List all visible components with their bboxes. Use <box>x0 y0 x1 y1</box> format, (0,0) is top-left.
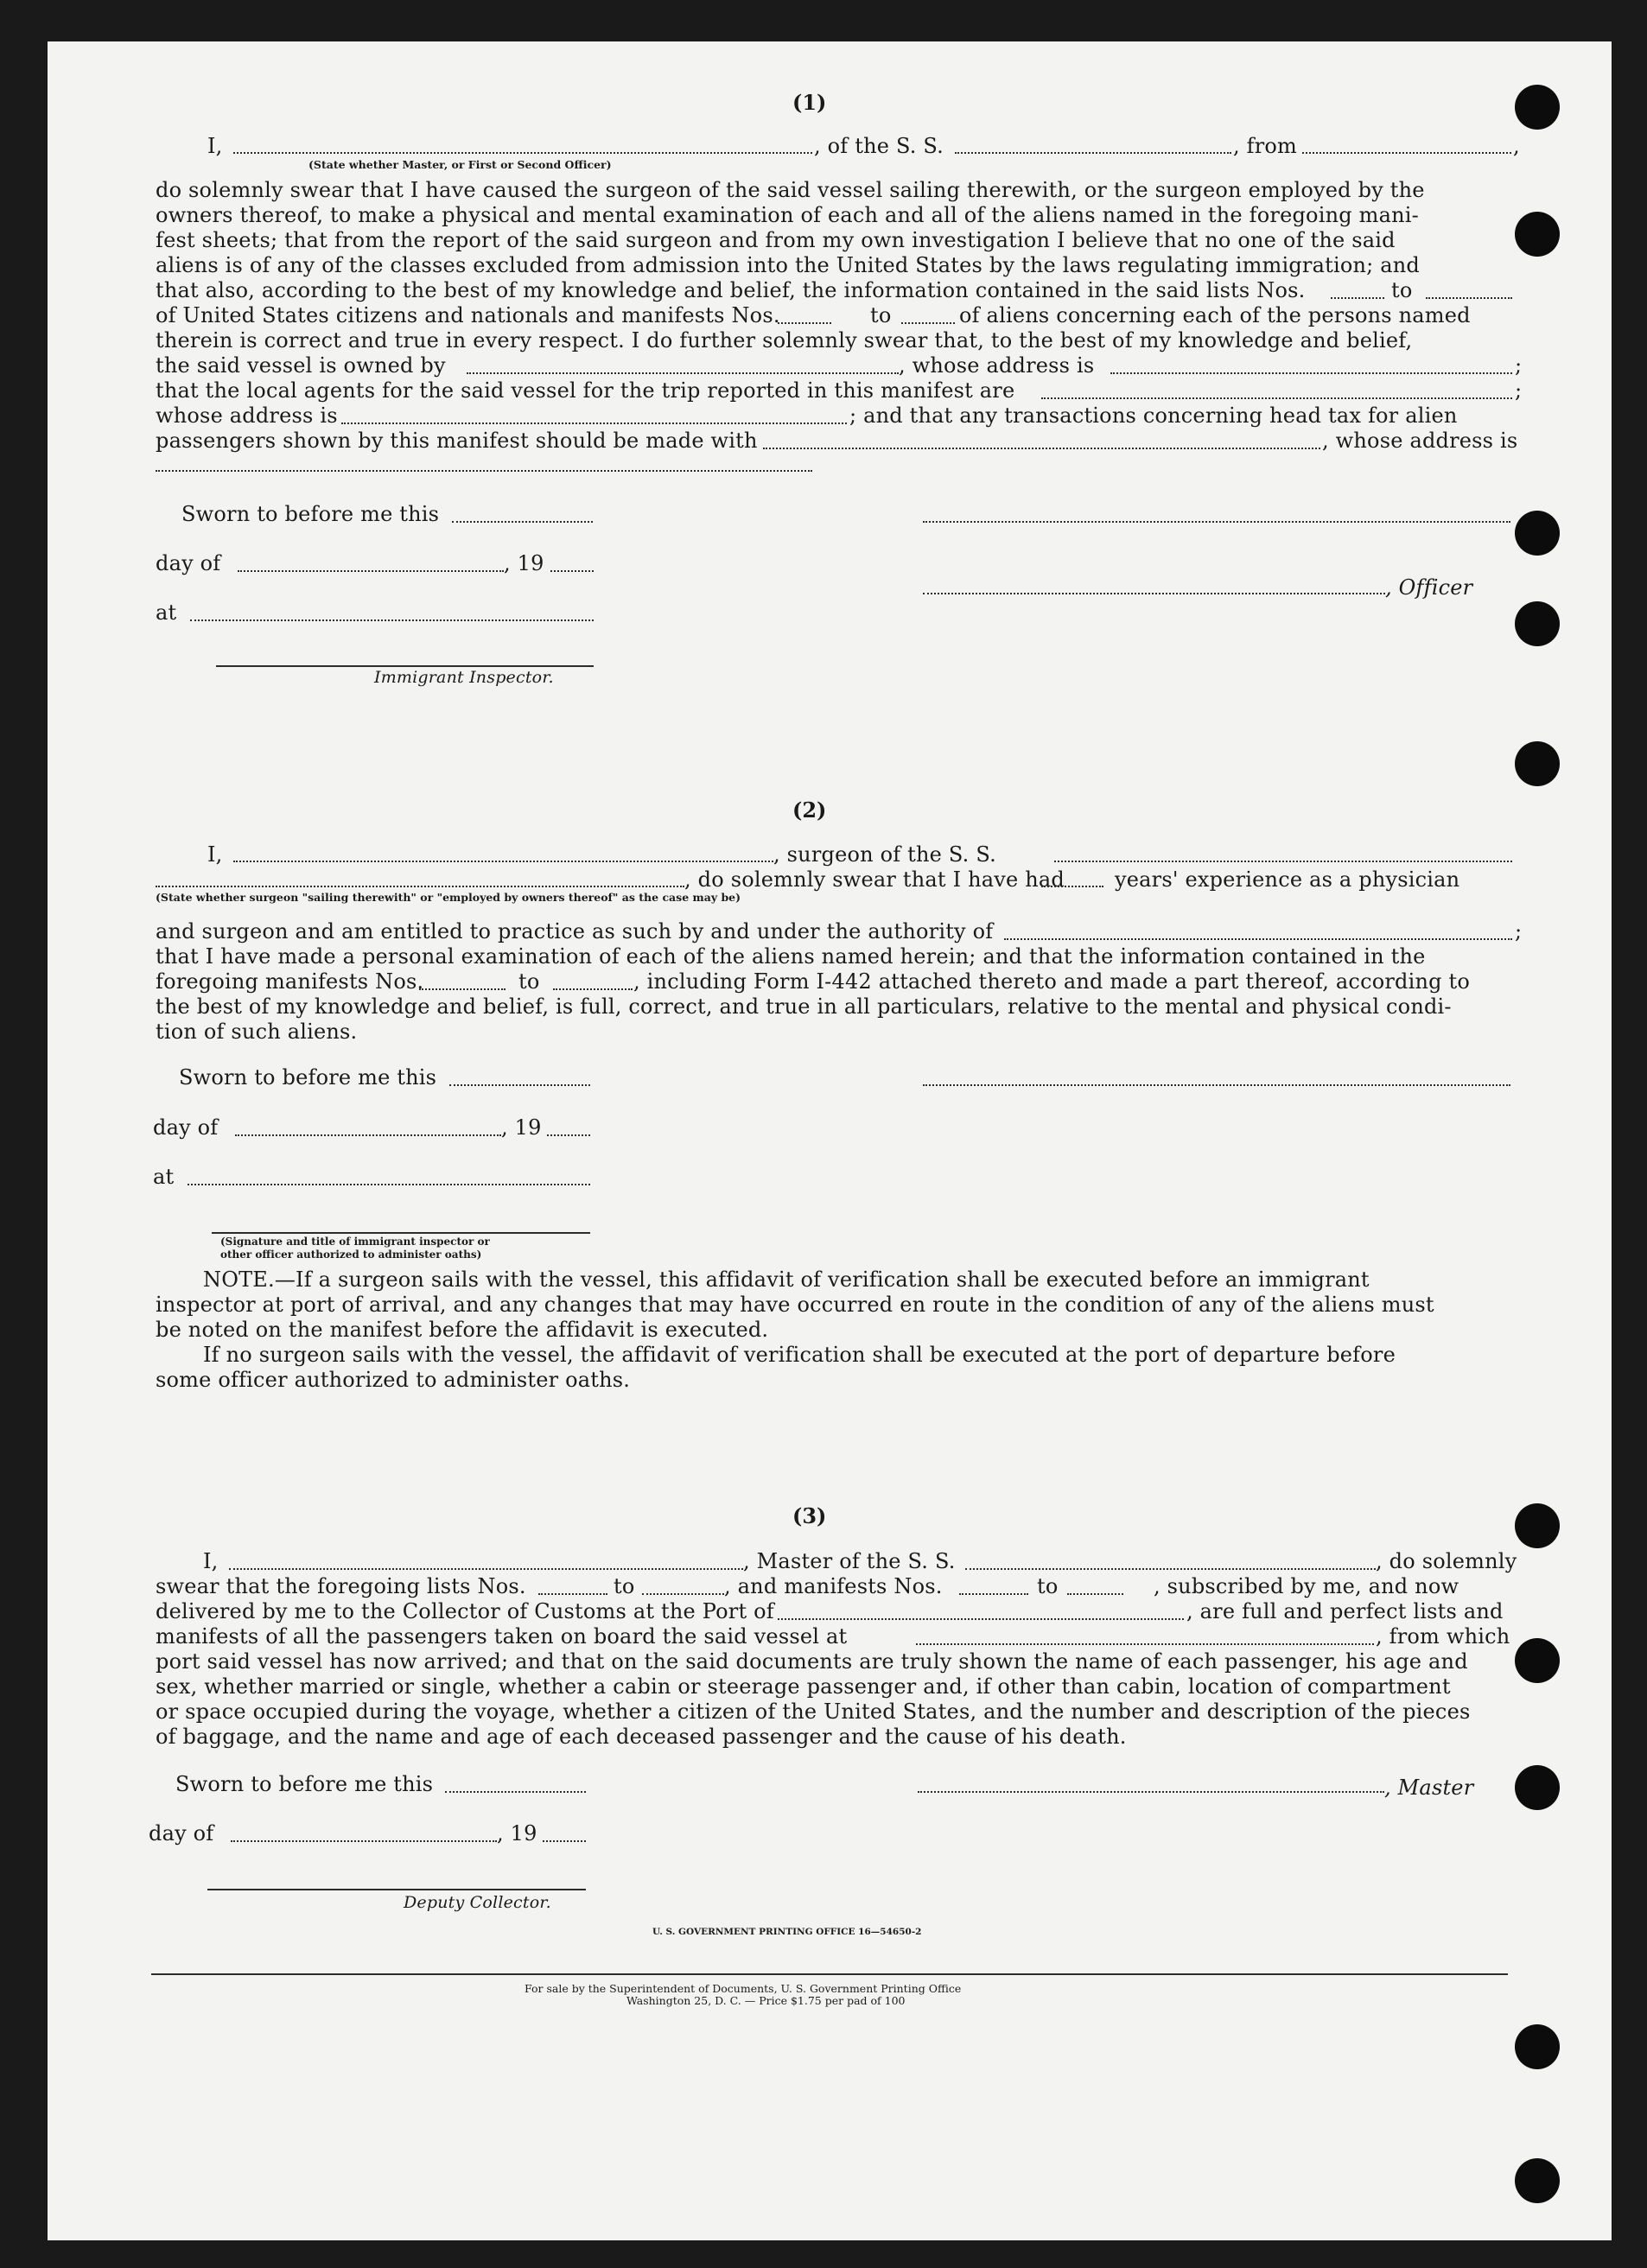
text: to <box>1391 278 1413 302</box>
at-label: at <box>153 1165 175 1189</box>
section-1-heading: (1) <box>792 90 827 115</box>
agents-address-field[interactable] <box>341 422 847 424</box>
binder-hole <box>1515 1503 1560 1548</box>
year-field[interactable] <box>543 1840 586 1842</box>
inspector-label: Immigrant Inspector. <box>374 668 554 687</box>
officer-signature-line-1[interactable] <box>923 521 1510 523</box>
body-line: fest sheets; that from the report of the said surgeon and from my own investigation I believe that no one of the said <box>156 228 1396 252</box>
month-field[interactable] <box>231 1840 497 1842</box>
text: whose address is <box>156 403 338 428</box>
text: to <box>1037 1574 1059 1598</box>
note-line: NOTE.—If a surgeon sails with the vessel, this affidavit of verification shall be executed before an immigrant <box>203 1267 1370 1292</box>
gpo-imprint: U. S. GOVERNMENT PRINTING OFFICE 16—54650-2 <box>652 1927 922 1937</box>
day-of-label: day of <box>156 551 221 575</box>
text: the said vessel is owned by <box>156 353 446 378</box>
text: to <box>870 303 892 327</box>
binder-hole <box>1515 1638 1560 1683</box>
text: , including Form I-442 attached thereto and made a part thereof, according to <box>633 969 1471 994</box>
text: swear that the foregoing lists Nos. <box>156 1574 526 1598</box>
text: I, <box>203 1549 219 1573</box>
body-line: that also, according to the best of my knowledge and belief, the information contained in the said lists Nos. <box>156 278 1306 302</box>
text: and surgeon and am entitled to practice as such by and under the authority of <box>156 919 994 943</box>
text: , do solemnly swear that I have had <box>684 867 1065 892</box>
owner-field[interactable] <box>467 372 899 374</box>
text: to <box>518 969 540 994</box>
footer-rule <box>151 1973 1508 1975</box>
text: manifests of all the passengers taken on board the said vessel at <box>156 1624 848 1649</box>
text: , whose address is <box>1322 429 1518 453</box>
text: foregoing manifests Nos. <box>156 969 424 994</box>
year-label: , 19 <box>501 1115 542 1140</box>
caption-master: (State whether Master, or First or Second Officer) <box>308 158 612 171</box>
embarkation-port-field[interactable] <box>916 1643 1374 1645</box>
surgeon-vessel-field[interactable] <box>1054 861 1512 862</box>
text: ; <box>1515 919 1523 943</box>
local-agents-field[interactable] <box>1041 397 1512 399</box>
year-field[interactable] <box>550 570 594 572</box>
binder-hole <box>1515 212 1560 257</box>
text: ; <box>1515 353 1523 378</box>
text: I, <box>207 134 223 158</box>
sworn-label: Sworn to before me this <box>175 1772 434 1796</box>
foregoing-from-field[interactable] <box>419 988 506 990</box>
year-label: , 19 <box>504 551 544 575</box>
text: , and manifests Nos. <box>724 1574 943 1598</box>
sworn-label: Sworn to before me this <box>181 502 440 526</box>
owner-address-field[interactable] <box>1110 372 1512 374</box>
binder-hole <box>1515 2024 1560 2069</box>
vessel-name-field[interactable] <box>955 152 1231 154</box>
text: , subscribed by me, and now <box>1154 1574 1459 1598</box>
year-field[interactable] <box>547 1134 590 1136</box>
note-line: inspector at port of arrival, and any changes that may have occurred en route in the condition of any of the aliens must <box>156 1293 1434 1317</box>
text: , from <box>1233 134 1298 158</box>
note-line: some officer authorized to administer oaths. <box>156 1368 631 1392</box>
body-line: port said vessel has now arrived; and that on the said documents are truly shown the name of each passenger, his age and <box>156 1649 1468 1674</box>
sale-notice-line-2: Washington 25, D. C. — Price $1.75 per pad of 100 <box>626 1994 906 2007</box>
body-line: of baggage, and the name and age of each deceased passenger and the cause of his death. <box>156 1725 1127 1749</box>
master-name-field[interactable] <box>229 1568 743 1570</box>
text: ; and that any transactions concerning head tax for alien <box>849 403 1458 428</box>
master-name-field[interactable] <box>233 152 812 154</box>
sale-notice-line-1: For sale by the Superintendent of Documents, U. S. Government Printing Office <box>525 1982 962 1995</box>
master-label: , Master <box>1384 1776 1474 1800</box>
sworn-label: Sworn to before me this <box>179 1065 437 1090</box>
text: I, <box>207 842 223 867</box>
at-place-field[interactable] <box>188 1184 590 1185</box>
lists-to-field[interactable] <box>1426 297 1512 299</box>
body-line: sex, whether married or single, whether a cabin or steerage passenger and, if other than cabin, location of compartment <box>156 1674 1451 1699</box>
port-field[interactable] <box>778 1618 1184 1620</box>
head-tax-contact-field[interactable] <box>763 448 1320 449</box>
surgeon-status-field[interactable] <box>156 886 684 887</box>
text: , Master of the S. S. <box>743 1549 956 1573</box>
body-line: that I have made a personal examination of each of the aliens named herein; and that the information contained in the <box>156 944 1426 969</box>
text: that the local agents for the said vessel for the trip reported in this manifest are <box>156 378 1015 403</box>
text: passengers shown by this manifest should be made with <box>156 429 758 453</box>
day-of-label: day of <box>153 1115 219 1140</box>
note-line: be noted on the manifest before the affidavit is executed. <box>156 1318 769 1342</box>
month-field[interactable] <box>238 570 504 572</box>
note-line: If no surgeon sails with the vessel, the affidavit of verification shall be executed at the port of departure before <box>203 1343 1396 1367</box>
text: delivered by me to the Collector of Customs at the Port of <box>156 1599 774 1623</box>
manifests-from-field[interactable] <box>778 322 831 324</box>
section-3-heading: (3) <box>792 1503 827 1528</box>
surgeon-signature-line[interactable] <box>923 1084 1510 1086</box>
sig-caption-line-1: (Signature and title of immigrant inspector or <box>220 1236 490 1248</box>
years-experience-field[interactable] <box>1041 886 1103 887</box>
manifests-from-field[interactable] <box>959 1593 1028 1595</box>
sworn-date-field[interactable] <box>445 1791 586 1793</box>
at-place-field[interactable] <box>190 619 594 621</box>
form-page <box>48 41 1612 2240</box>
lists-from-field[interactable] <box>538 1593 607 1595</box>
master-signature-line[interactable] <box>918 1791 1384 1793</box>
binder-hole <box>1515 511 1560 556</box>
lists-to-field[interactable] <box>642 1593 724 1595</box>
officer-label: , Officer <box>1385 575 1473 600</box>
body-line: owners thereof, to make a physical and mental examination of each and all of the aliens named in the foregoing mani- <box>156 203 1419 227</box>
foregoing-to-field[interactable] <box>553 988 633 990</box>
authority-field[interactable] <box>1004 938 1512 940</box>
text: , surgeon of the S. S. <box>773 842 996 867</box>
text: of United States citizens and nationals and manifests Nos. <box>156 303 780 327</box>
text: to <box>614 1574 635 1598</box>
text: , of the S. S. <box>814 134 944 158</box>
head-tax-address-field[interactable] <box>156 470 812 472</box>
text: years' experience as a physician <box>1115 867 1460 892</box>
binder-hole <box>1515 741 1560 786</box>
inspector-signature-line[interactable] <box>212 1232 590 1234</box>
deputy-label: Deputy Collector. <box>404 1893 551 1912</box>
manifests-to-field[interactable] <box>1067 1593 1123 1595</box>
sworn-date-field[interactable] <box>449 1084 590 1086</box>
text: , do solemnly <box>1376 1549 1517 1573</box>
vessel-name-field[interactable] <box>965 1568 1376 1570</box>
body-line: the best of my knowledge and belief, is full, correct, and true in all particulars, relative to the mental and physical condi- <box>156 994 1452 1019</box>
year-label: , 19 <box>497 1821 537 1846</box>
body-line: tion of such aliens. <box>156 1020 358 1044</box>
binder-hole <box>1515 1765 1560 1810</box>
port-from-field[interactable] <box>1302 152 1511 154</box>
officer-signature-line-2[interactable] <box>923 593 1385 594</box>
text: , from which <box>1376 1624 1510 1649</box>
binder-hole <box>1515 85 1560 130</box>
body-line: or space occupied during the voyage, whether a citizen of the United States, and the number and description of the pieces <box>156 1699 1471 1724</box>
sig-caption-line-2: other officer authorized to administer oaths) <box>220 1248 482 1261</box>
binder-hole <box>1515 2158 1560 2203</box>
text: of aliens concerning each of the persons named <box>959 303 1471 327</box>
at-label: at <box>156 600 177 625</box>
lists-from-field[interactable] <box>1331 297 1384 299</box>
month-field[interactable] <box>235 1134 501 1136</box>
body-line: aliens is of any of the classes excluded from admission into the United States by the laws regulating immigration; and <box>156 253 1420 277</box>
section-2-heading: (2) <box>792 797 827 823</box>
manifests-to-field[interactable] <box>901 322 955 324</box>
caption-surgeon: (State whether surgeon "sailing therewith" or "employed by owners thereof" as the case may be) <box>156 891 741 904</box>
text: ; <box>1515 378 1523 403</box>
text: , <box>1513 134 1520 158</box>
sworn-date-field[interactable] <box>452 521 593 523</box>
body-line: do solemnly swear that I have caused the surgeon of the said vessel sailing therewith, or the surgeon employed by the <box>156 178 1425 202</box>
text: , are full and perfect lists and <box>1186 1599 1504 1623</box>
body-line: therein is correct and true in every respect. I do further solemnly swear that, to the best of my knowledge and belief, <box>156 328 1413 353</box>
binder-hole <box>1515 601 1560 646</box>
text: , whose address is <box>899 353 1095 378</box>
surgeon-name-field[interactable] <box>233 861 773 862</box>
day-of-label: day of <box>149 1821 214 1846</box>
